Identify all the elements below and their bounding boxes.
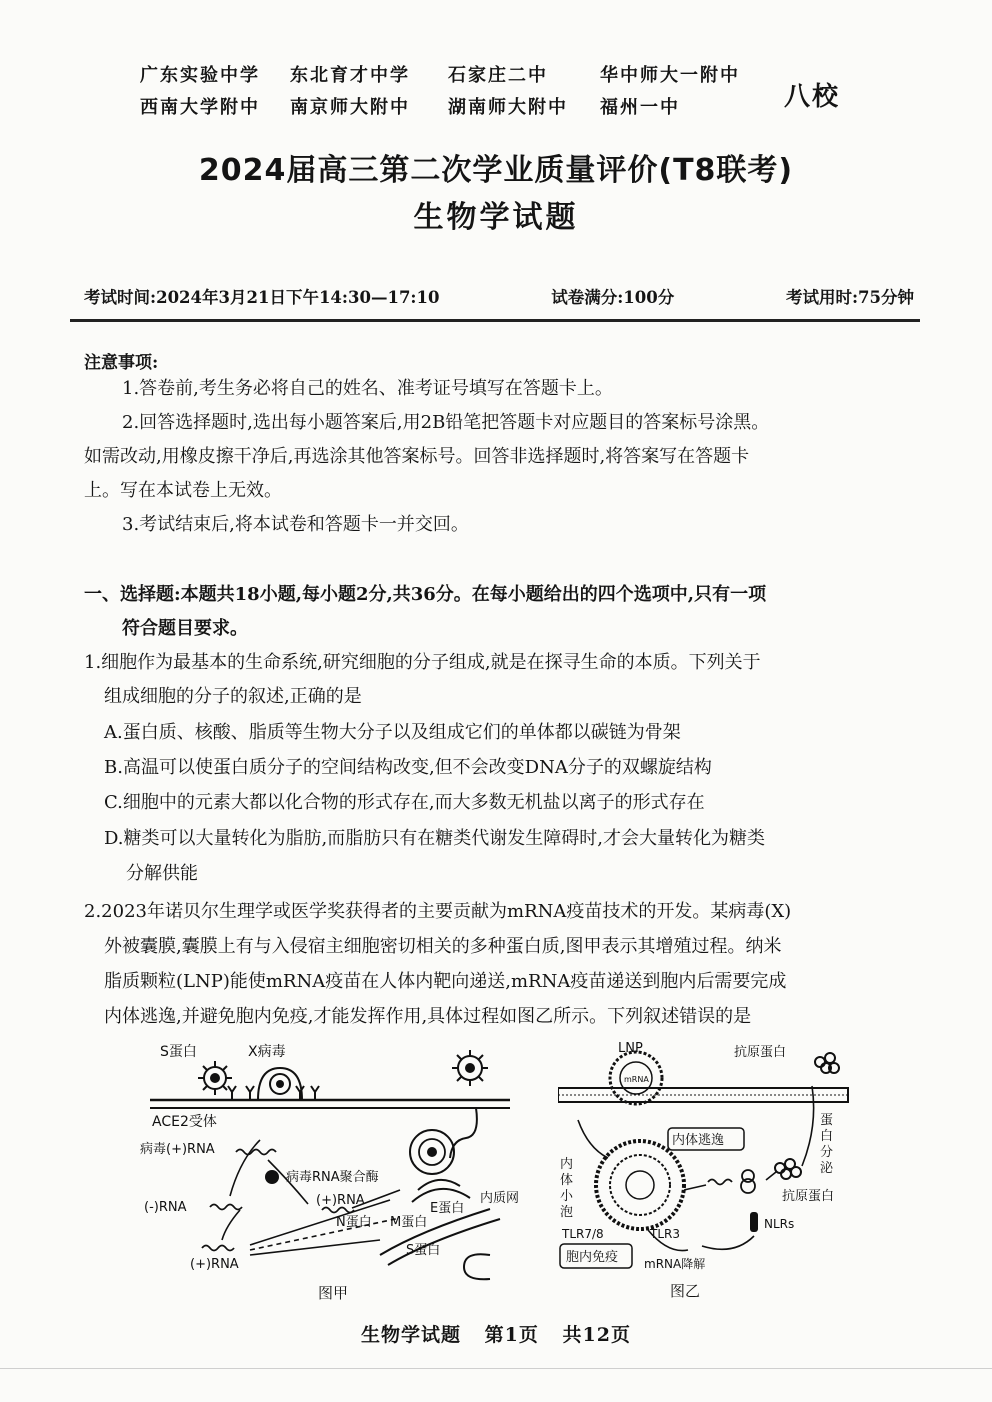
rna-polymerase-shape	[265, 1170, 279, 1184]
label-viral-pos-rna: 病毒(+)RNA	[140, 1142, 215, 1157]
note-item-2-end: 上。写在本试卷上无效。	[84, 480, 282, 501]
label-polymerase: 病毒RNA聚合酶	[286, 1170, 379, 1185]
label-mrna-degradation: mRNA降解	[644, 1257, 706, 1271]
question-2-stem-cont: 外被囊膜,囊膜上有与入侵宿主细胞密切相关的多种蛋白质,图甲表示其增殖过程。纳米	[104, 936, 782, 957]
exam-info-line	[84, 284, 914, 308]
label-nlrs: NLRs	[764, 1217, 795, 1231]
question-1-stem: 1.细胞作为最基本的生命系统,研究细胞的分子组成,就是在探寻生命的本质。下列关于	[84, 652, 761, 673]
label-intracellular-immunity: 胞内免疫	[566, 1250, 619, 1265]
label-x-virus: X病毒	[248, 1044, 286, 1060]
school-row-2	[140, 92, 800, 124]
school-name: 石家庄二中	[448, 65, 548, 86]
label-er: 内质网	[480, 1191, 520, 1206]
label-mrna-in-lnp: mRNA	[624, 1075, 649, 1084]
question-1-option-d: D.糖类可以大量转化为脂肪,而脂肪只有在糖类代谢发生障碍时,才会大量转化为糖类	[104, 828, 765, 849]
school-list	[140, 60, 800, 124]
question-1-option-c: C.细胞中的元素大都以化合物的形式存在,而大多数无机盐以离子的形式存在	[104, 792, 705, 813]
full-score: 试卷满分:100分	[551, 288, 675, 307]
budding-virus	[452, 1050, 488, 1086]
school-name: 广东实验中学	[140, 65, 260, 86]
label-s-protein-2: S蛋白	[406, 1243, 441, 1258]
figure-jia	[140, 1040, 520, 1305]
question-1-option-b: B.高温可以使蛋白质分子的空间结构改变,但不会改变DNA分子的双螺旋结构	[104, 757, 712, 778]
eight-schools-badge: 八校	[784, 82, 841, 112]
section-heading-cont: 符合题目要求。	[122, 618, 248, 639]
process-arrows	[222, 1140, 400, 1255]
question-1-option-a: A.蛋白质、核酸、脂质等生物大分子以及组成它们的单体都以碳链为骨架	[104, 722, 681, 743]
school-name: 福州一中	[600, 97, 680, 118]
exam-subtitle: 生物学试题	[413, 200, 579, 235]
section-heading: 一、选择题:本题共18小题,每小题2分,共36分。在每小题给出的四个选项中,只有一项	[84, 584, 767, 605]
figure-yi	[558, 1040, 858, 1305]
page-footer	[0, 1320, 992, 1347]
question-2-stem-cont: 脂质颗粒(LNP)能使mRNA疫苗在人体内靶向递送,mRNA疫苗递送到胞内后需要完成	[104, 971, 787, 992]
question-1-stem-cont: 组成细胞的分子的叙述,正确的是	[104, 686, 362, 707]
question-2-stem: 2.2023年诺贝尔生理学或医学奖获得者的主要贡献为mRNA疫苗技术的开发。某病毒(X)	[84, 901, 792, 922]
school-name: 南京师大附中	[290, 97, 410, 118]
label-pos-rna-bottom: (+)RNA	[190, 1257, 239, 1272]
label-neg-rna: (-)RNA	[144, 1200, 187, 1215]
label-secretion-2: 白	[820, 1129, 834, 1144]
school-name: 东北育才中学	[290, 65, 410, 86]
school-name: 湖南师大附中	[448, 97, 568, 118]
figure-yi-caption: 图乙	[670, 1282, 701, 1300]
exam-duration: 考试用时:75分钟	[785, 288, 914, 307]
neg-rna-strand	[210, 1205, 242, 1210]
footer-total: 共12页	[562, 1324, 631, 1346]
label-lnp: LNP	[618, 1041, 643, 1056]
label-tlr78: TLR7/8	[562, 1227, 604, 1241]
label-e-protein: E蛋白	[430, 1201, 465, 1216]
viral-rna-strand	[236, 1150, 276, 1155]
school-row-1	[140, 60, 800, 92]
virus-particle	[198, 1061, 232, 1095]
label-tlr3: TLR3	[650, 1227, 680, 1241]
footer-subject: 生物学试题	[361, 1324, 462, 1346]
pos-rna-strand	[202, 1246, 234, 1251]
label-ace2: ACE2受体	[152, 1114, 217, 1130]
label-s-protein: S蛋白	[160, 1044, 197, 1060]
label-m-protein: M蛋白	[390, 1215, 428, 1230]
exam-time: 考试时间:2024年3月21日下午14:30—17:10	[84, 288, 440, 307]
figure-jia-caption: 图甲	[318, 1284, 349, 1302]
note-item-2-cont: 如需改动,用橡皮擦干净后,再选涂其他答案标号。回答非选择题时,将答案写在答题卡	[84, 446, 750, 467]
label-antigen-bottom: 抗原蛋白	[782, 1189, 835, 1204]
label-endosome-4: 泡	[560, 1205, 574, 1220]
label-pos-rna-mid: (+)RNA	[316, 1193, 365, 1208]
note-item-1: 1.答卷前,考生务必将自己的姓名、准考证号填写在答题卡上。	[122, 378, 613, 399]
exam-title: 2024届高三第二次学业质量评价(T8联考)	[198, 153, 794, 188]
note-item-2: 2.回答选择题时,选出每小题答案后,用2B铅笔把答题卡对应题目的答案标号涂黑。	[122, 412, 770, 433]
label-secretion-1: 蛋	[820, 1113, 834, 1128]
label-n-protein: N蛋白	[336, 1215, 372, 1230]
label-endosome-1: 内	[560, 1157, 574, 1172]
ace2-receptors	[228, 1086, 319, 1100]
label-endosome-3: 小	[560, 1189, 574, 1204]
label-endosome-2: 体	[560, 1173, 574, 1188]
school-name: 华中师大一附中	[600, 65, 740, 86]
label-endosome-escape: 内体逃逸	[672, 1133, 725, 1148]
question-2-stem-cont: 内体逃逸,并避免胞内免疫,才能发挥作用,具体过程如图乙所示。下列叙述错误的是	[104, 1006, 752, 1027]
label-antigen-top: 抗原蛋白	[734, 1045, 787, 1060]
header-divider	[70, 319, 920, 322]
school-name: 西南大学附中	[140, 97, 260, 118]
released-mrna	[708, 1180, 732, 1185]
footer-page: 第1页	[484, 1324, 539, 1346]
label-secretion-3: 分	[820, 1145, 834, 1160]
nlrs-receptor	[750, 1212, 758, 1232]
note-item-3: 3.考试结束后,将本试卷和答题卡一并交回。	[122, 514, 469, 535]
question-1-option-d-cont: 分解供能	[126, 863, 198, 884]
notes-heading: 注意事项:	[84, 353, 159, 373]
bottom-divider	[0, 1368, 992, 1369]
label-secretion-4: 泌	[820, 1161, 834, 1176]
